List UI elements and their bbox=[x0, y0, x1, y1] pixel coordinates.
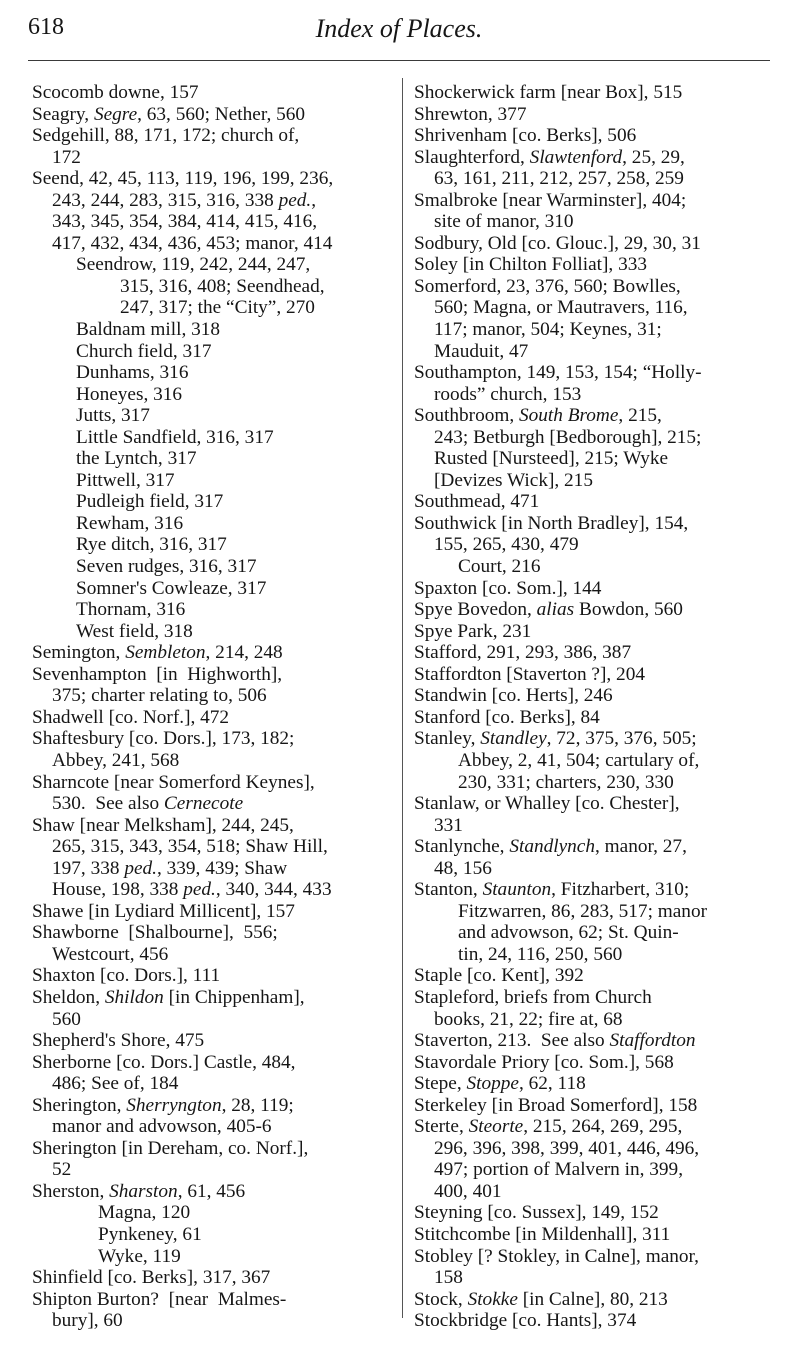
index-entry: Seagry, Segre, 63, 560; Nether, 560 bbox=[32, 103, 306, 125]
index-entry: Pynkeney, 61 bbox=[98, 1223, 202, 1245]
index-entry: Sherborne [co. Dors.] Castle, 484, bbox=[32, 1051, 296, 1073]
index-entry: Somner's Cowleaze, 317 bbox=[76, 577, 267, 599]
index-entry: Shadwell [co. Norf.], 472 bbox=[32, 706, 230, 728]
index-entry: Magna, 120 bbox=[98, 1202, 191, 1224]
index-entry: manor and advowson, 405-6 bbox=[52, 1116, 272, 1138]
index-entry: site of manor, 310 bbox=[434, 211, 574, 233]
index-entry: 243; Betburgh [Bedborough], 215; bbox=[434, 426, 702, 448]
index-entry: Sherston, Sharston, 61, 456 bbox=[32, 1180, 246, 1202]
index-entry: Shaftesbury [co. Dors.], 173, 182; bbox=[32, 728, 295, 750]
index-entry: Semington, Sembleton, 214, 248 bbox=[32, 642, 283, 664]
index-entry: Shepherd's Shore, 475 bbox=[32, 1030, 205, 1052]
index-entry: 331 bbox=[434, 814, 463, 836]
index-entry: Shockerwick farm [near Box], 515 bbox=[414, 82, 683, 103]
header-rule bbox=[28, 60, 770, 61]
index-entry: Shipton Burton? [near Malmes- bbox=[32, 1288, 287, 1310]
index-entry: Westcourt, 456 bbox=[52, 943, 169, 965]
index-entry: 230, 331; charters, 230, 330 bbox=[458, 771, 674, 793]
index-entry: Stavordale Priory [co. Som.], 568 bbox=[414, 1051, 674, 1073]
index-entry: 52 bbox=[52, 1159, 72, 1181]
index-entry: Rye ditch, 316, 317 bbox=[76, 534, 227, 556]
index-entry: Church field, 317 bbox=[76, 340, 212, 362]
index-entry: Abbey, 241, 568 bbox=[52, 749, 180, 771]
index-entry: Thornam, 316 bbox=[76, 599, 186, 621]
index-entry: 247, 317; the “City”, 270 bbox=[120, 297, 315, 319]
index-entry: Sterkeley [in Broad Somerford], 158 bbox=[414, 1094, 698, 1116]
index-entry: Shinfield [co. Berks], 317, 367 bbox=[32, 1267, 271, 1289]
index-entry: Somerford, 23, 376, 560; Bowlles, bbox=[414, 275, 681, 297]
index-entry: 400, 401 bbox=[434, 1180, 502, 1202]
index-entry: Soley [in Chilton Folliat], 333 bbox=[414, 254, 647, 276]
index-entry: Southampton, 149, 153, 154; “Holly- bbox=[414, 362, 702, 384]
index-entry: Stanton, Staunton, Fitzharbert, 310; bbox=[414, 879, 690, 901]
page-number: 618 bbox=[28, 14, 64, 40]
index-entry: Southwick [in North Bradley], 154, bbox=[414, 512, 689, 534]
index-entry: 117; manor, 504; Keynes, 31; bbox=[434, 319, 662, 341]
index-entry: Shawe [in Lydiard Millicent], 157 bbox=[32, 900, 295, 922]
index-entry: Shaw [near Melksham], 244, 245, bbox=[32, 814, 294, 836]
index-entry: Southmead, 471 bbox=[414, 491, 540, 513]
index-entry: House, 198, 338 ped., 340, 344, 433 bbox=[52, 879, 332, 901]
page-header bbox=[28, 14, 770, 48]
index-entry: Wyke, 119 bbox=[98, 1245, 181, 1267]
index-entry: Pudleigh field, 317 bbox=[76, 491, 224, 513]
index-entry: 486; See of, 184 bbox=[52, 1073, 179, 1095]
index-column-right bbox=[414, 82, 784, 1332]
index-entry: Seendrow, 119, 242, 244, 247, bbox=[76, 254, 311, 276]
index-entry: Spaxton [co. Som.], 144 bbox=[414, 577, 602, 599]
index-entry: 375; charter relating to, 506 bbox=[52, 685, 267, 707]
index-entry: Fitzwarren, 86, 283, 517; manor bbox=[458, 900, 707, 922]
index-entry: Little Sandfield, 316, 317 bbox=[76, 426, 274, 448]
index-entry: Scocomb downe, 157 bbox=[32, 82, 199, 103]
index-entry: Stanlynche, Standlynch, manor, 27, bbox=[414, 836, 687, 858]
index-entry: Sherington, Sherryngton, 28, 119; bbox=[32, 1094, 294, 1116]
index-entry: West field, 318 bbox=[76, 620, 193, 642]
index-entry: Seven rudges, 316, 317 bbox=[76, 556, 257, 578]
index-entry: 172 bbox=[52, 146, 81, 168]
index-entry: 197, 338 ped., 339, 439; Shaw bbox=[52, 857, 288, 879]
index-entry: Stobley [? Stokley, in Calne], manor, bbox=[414, 1245, 700, 1267]
page-title: Index of Places. bbox=[315, 14, 483, 43]
index-entry: Stepe, Stoppe, 62, 118 bbox=[414, 1073, 586, 1095]
index-entry: roods” church, 153 bbox=[434, 383, 582, 405]
index-entry: Mauduit, 47 bbox=[434, 340, 529, 362]
index-entry: Stock, Stokke [in Calne], 80, 213 bbox=[414, 1288, 668, 1310]
index-entry: 265, 315, 343, 354, 518; Shaw Hill, bbox=[52, 836, 328, 858]
index-entry: Sevenhampton [in Highworth], bbox=[32, 663, 283, 685]
index-entry: Sheldon, Shildon [in Chippenham], bbox=[32, 986, 305, 1008]
index-entry: Sterte, Steorte, 215, 264, 269, 295, bbox=[414, 1116, 683, 1138]
index-entry: Stitchcombe [in Mildenhall], 311 bbox=[414, 1223, 671, 1245]
index-entry: 530. See also Cernecote bbox=[52, 793, 244, 815]
index-entry: 417, 432, 434, 436, 453; manor, 414 bbox=[52, 232, 333, 254]
index-entry: and advowson, 62; St. Quin- bbox=[458, 922, 679, 944]
index-entry: bury], 60 bbox=[52, 1310, 123, 1332]
index-column-left bbox=[32, 82, 397, 1332]
index-entry: 155, 265, 430, 479 bbox=[434, 534, 579, 556]
index-entry: [Devizes Wick], 215 bbox=[434, 469, 593, 491]
index-entry: 497; portion of Malvern in, 399, bbox=[434, 1159, 684, 1181]
index-entry: Sodbury, Old [co. Glouc.], 29, 30, 31 bbox=[414, 232, 701, 254]
index-entry: Stafford, 291, 293, 386, 387 bbox=[414, 642, 632, 664]
index-entry: Stanford [co. Berks], 84 bbox=[414, 706, 600, 728]
index-entry: Abbey, 2, 41, 504; cartulary of, bbox=[458, 749, 700, 771]
index-entry: Stockbridge [co. Hants], 374 bbox=[414, 1310, 637, 1332]
index-entry: 315, 316, 408; Seendhead, bbox=[120, 275, 325, 297]
index-entry: Rewham, 316 bbox=[76, 512, 184, 534]
index-entry: Pittwell, 317 bbox=[76, 469, 175, 491]
index-entry: Stapleford, briefs from Church bbox=[414, 986, 652, 1008]
index-entry: Staverton, 213. See also Staffordton bbox=[414, 1030, 696, 1052]
index-entry: Dunhams, 316 bbox=[76, 362, 189, 384]
index-entry: books, 21, 22; fire at, 68 bbox=[434, 1008, 623, 1030]
index-entry: Shawborne [Shalbourne], 556; bbox=[32, 922, 278, 944]
index-entry: Steyning [co. Sussex], 149, 152 bbox=[414, 1202, 659, 1224]
index-entry: Spye Bovedon, alias Bowdon, 560 bbox=[414, 599, 683, 621]
index-entry: Shrivenham [co. Berks], 506 bbox=[414, 125, 637, 147]
index-entry: Staffordton [Staverton ?], 204 bbox=[414, 663, 645, 685]
index-entry: Slaughterford, Slawtenford, 25, 29, bbox=[414, 146, 685, 168]
index-entry: Stanley, Standley, 72, 375, 376, 505; bbox=[414, 728, 697, 750]
index-entry: the Lyntch, 317 bbox=[76, 448, 197, 470]
index-entry: tin, 24, 116, 250, 560 bbox=[458, 943, 623, 965]
index-entry: Seend, 42, 45, 113, 119, 196, 199, 236, bbox=[32, 168, 334, 190]
index-entry: Standwin [co. Herts], 246 bbox=[414, 685, 613, 707]
index-entry: Sharncote [near Somerford Keynes], bbox=[32, 771, 315, 793]
index-entry: Spye Park, 231 bbox=[414, 620, 532, 642]
index-entry: 560; Magna, or Mautravers, 116, bbox=[434, 297, 688, 319]
index-entry: 343, 345, 354, 384, 414, 415, 416, bbox=[52, 211, 318, 233]
index-entry: Honeyes, 316 bbox=[76, 383, 183, 405]
index-entry: Southbroom, South Brome, 215, bbox=[414, 405, 662, 427]
index-entry: 158 bbox=[434, 1267, 463, 1289]
index-entry: Staple [co. Kent], 392 bbox=[414, 965, 584, 987]
index-entry: Court, 216 bbox=[458, 556, 541, 578]
index-entry: Sedgehill, 88, 171, 172; church of, bbox=[32, 125, 300, 147]
index-entry: Smalbroke [near Warminster], 404; bbox=[414, 189, 687, 211]
index-entry: Stanlaw, or Whalley [co. Chester], bbox=[414, 793, 680, 815]
index-entry: Rusted [Nursteed], 215; Wyke bbox=[434, 448, 669, 470]
index-entry: 243, 244, 283, 315, 316, 338 ped., bbox=[52, 189, 317, 211]
index-entry: 63, 161, 211, 212, 257, 258, 259 bbox=[434, 168, 684, 190]
index-entry: Sherington [in Dereham, co. Norf.], bbox=[32, 1137, 309, 1159]
index-entry: 296, 396, 398, 399, 401, 446, 496, bbox=[434, 1137, 700, 1159]
index-entry: Baldnam mill, 318 bbox=[76, 319, 221, 341]
index-entry: Jutts, 317 bbox=[76, 405, 150, 427]
index-entry: 560 bbox=[52, 1008, 81, 1030]
index-entry: Shrewton, 377 bbox=[414, 103, 527, 125]
index-entry: Shaxton [co. Dors.], 111 bbox=[32, 965, 221, 987]
column-divider bbox=[402, 78, 403, 1318]
index-entry: 48, 156 bbox=[434, 857, 492, 879]
